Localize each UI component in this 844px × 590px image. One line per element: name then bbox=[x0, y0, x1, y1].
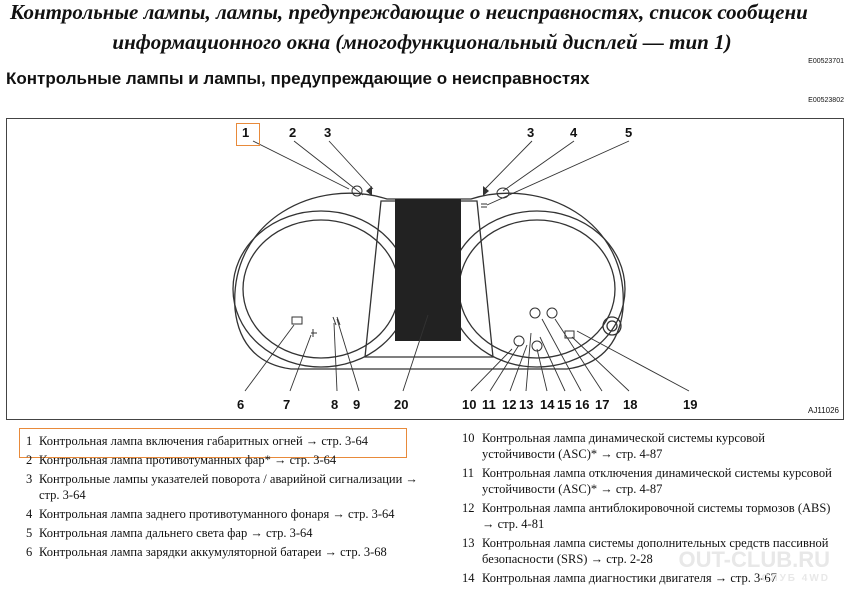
left-gauge-inner bbox=[243, 220, 399, 358]
list-item: 3 Контрольные лампы указателей поворота / аварийной сигнализации → стр. 3-64 bbox=[26, 472, 418, 502]
list-item: 13 Контрольная лампа системы дополнительных средств пассивной безопасности (SRS) → стр. 2-28 bbox=[462, 536, 829, 566]
right-gauge-inner bbox=[459, 220, 615, 358]
page-title-line2: информационного окна (многофункциональный дисплей — тип 1) bbox=[112, 30, 732, 54]
callout-top-3a: 3 bbox=[324, 125, 332, 140]
callout-16: 16 bbox=[575, 397, 590, 412]
section-heading: Контрольные лампы и лампы, предупреждающие о неисправностях bbox=[6, 69, 590, 88]
list-item: 1 Контрольная лампа включения габаритных огней → стр. 3-64 bbox=[26, 434, 368, 448]
callout-15: 15 bbox=[557, 397, 572, 412]
list-item: 2 Контрольная лампа противотуманных фар* → стр. 3-64 bbox=[26, 453, 337, 467]
page-title-line1: Контрольные лампы, лампы, предупреждающие о неисправностях, список сообщени bbox=[10, 0, 808, 24]
doc-code-2: E00523802 bbox=[808, 97, 844, 104]
list-item: 11 Контрольная лампа отключения динамической системы курсовой устойчивости (ASC)* → стр. 4-87 bbox=[462, 466, 832, 496]
trip-knob bbox=[603, 317, 621, 335]
left-gauge bbox=[233, 211, 409, 367]
callout-17: 17 bbox=[595, 397, 610, 412]
callout-top-2: 2 bbox=[289, 125, 297, 140]
callout-top-1: 1 bbox=[242, 125, 250, 140]
callout-20: 20 bbox=[394, 397, 409, 412]
list-item: 6 Контрольная лампа зарядки аккумуляторной батареи → стр. 3-68 bbox=[26, 545, 387, 559]
callout-top-5: 5 bbox=[625, 125, 633, 140]
callout-top-4: 4 bbox=[570, 125, 578, 140]
right-gauge bbox=[449, 211, 625, 367]
figure-code: AJ11026 bbox=[808, 406, 839, 415]
callout-8: 8 bbox=[331, 397, 339, 412]
list-item: 5 Контрольная лампа дальнего света фар → стр. 3-64 bbox=[26, 526, 313, 540]
callout-19: 19 bbox=[683, 397, 698, 412]
callout-6: 6 bbox=[237, 397, 245, 412]
watermark: OUT-CLUB.RU СЛУБ 4WD bbox=[678, 547, 830, 584]
callout-14: 14 bbox=[540, 397, 555, 412]
list-item: 14 Контрольная лампа диагностики двигателя → стр. 3-67 bbox=[462, 571, 777, 585]
callout-10: 10 bbox=[462, 397, 477, 412]
callout-7: 7 bbox=[283, 397, 291, 412]
doc-code-1: E00523701 bbox=[808, 58, 844, 65]
callout-11: 11 bbox=[482, 397, 496, 412]
list-item: 10 Контрольная лампа динамической системы курсовой устойчивости (ASC)* → стр. 4-87 bbox=[462, 431, 765, 461]
list-item: 12 Контрольная лампа антиблокировочной системы тормозов (ABS) → стр. 4-81 bbox=[462, 501, 831, 531]
cluster-drawing bbox=[7, 119, 843, 419]
callout-top-3b: 3 bbox=[527, 125, 535, 140]
callout-12: 12 bbox=[502, 397, 517, 412]
left-list bbox=[26, 433, 426, 563]
callout-18: 18 bbox=[623, 397, 638, 412]
callout-13: 13 bbox=[519, 397, 534, 412]
callout-9: 9 bbox=[353, 397, 361, 412]
instrument-cluster-figure bbox=[6, 118, 844, 420]
center-display bbox=[395, 199, 461, 341]
list-item: 4 Контрольная лампа заднего противотуманного фонаря → стр. 3-64 bbox=[26, 507, 395, 521]
